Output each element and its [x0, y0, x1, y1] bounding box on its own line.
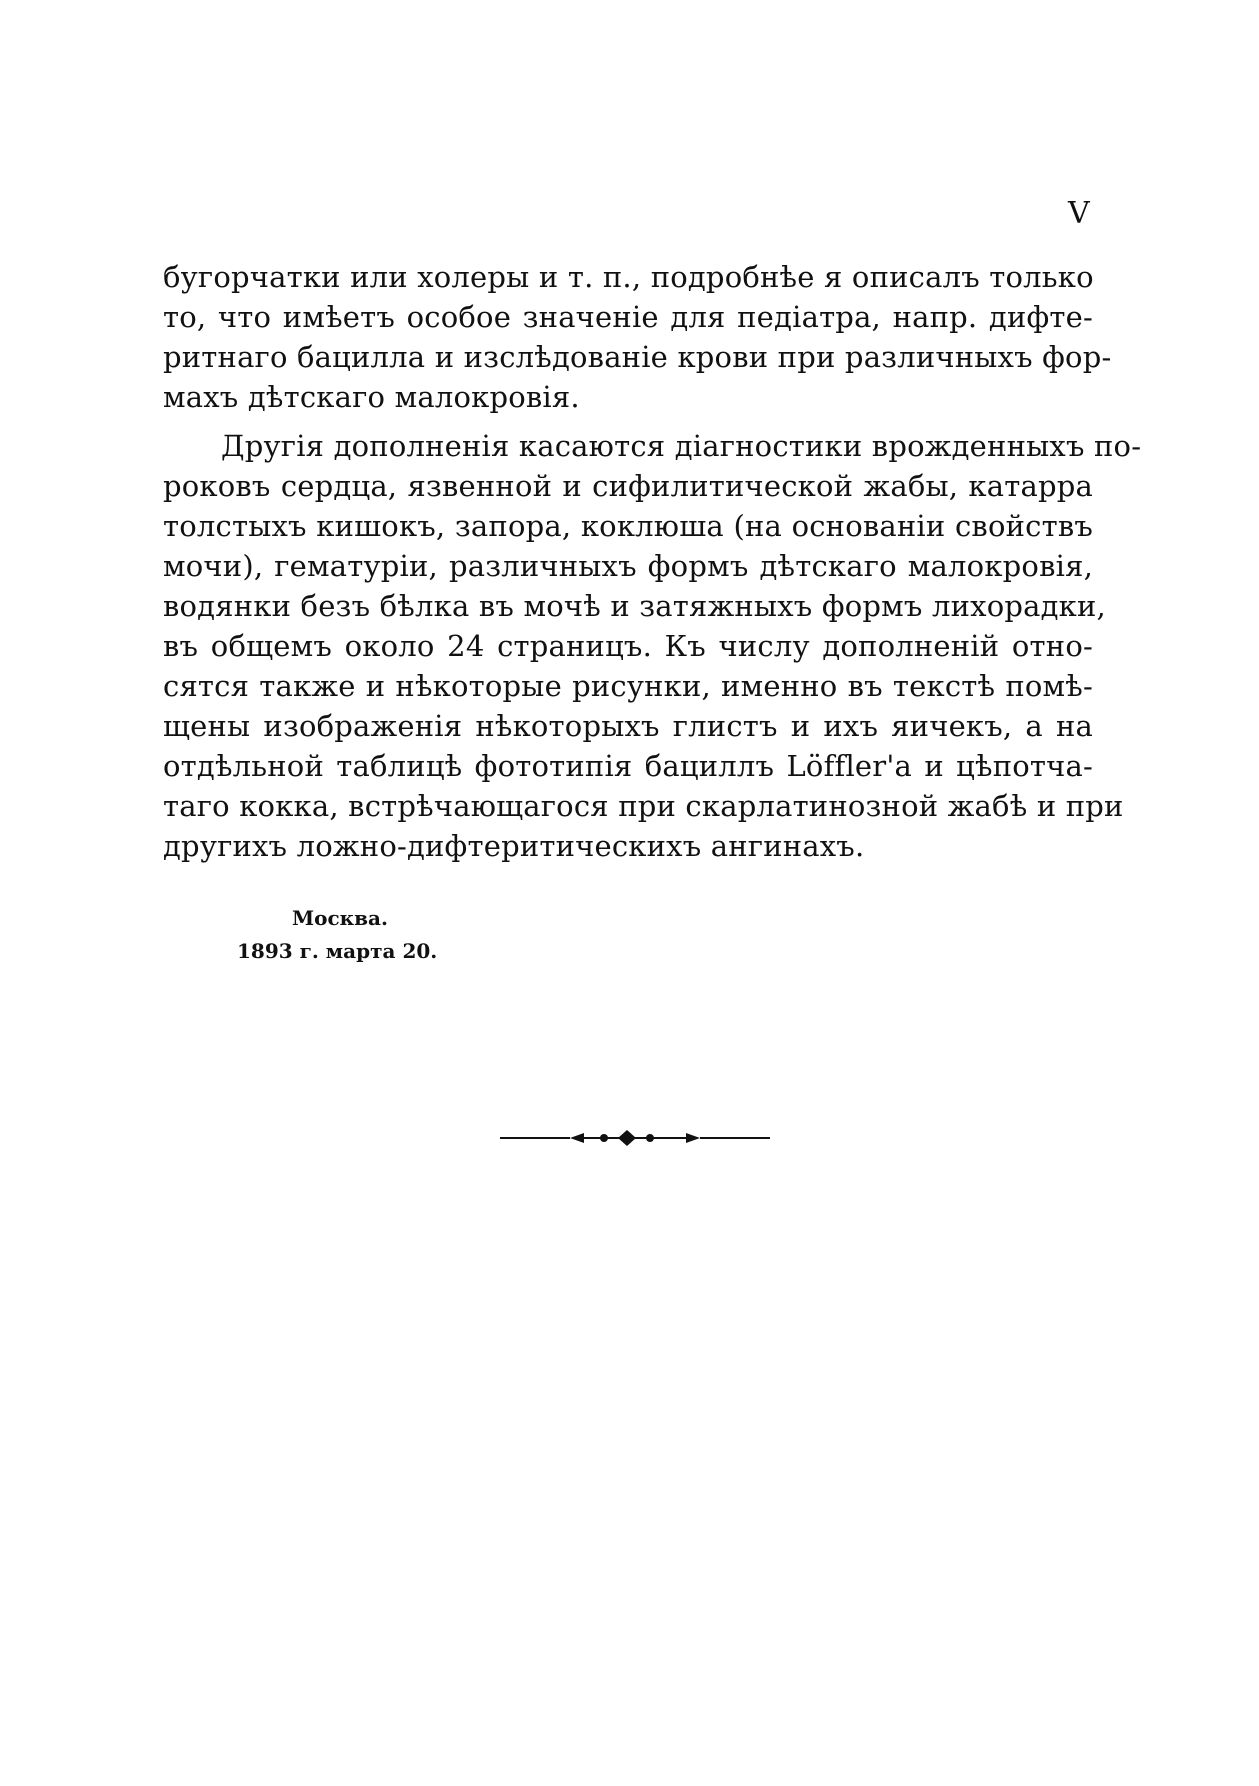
- paragraph-1: [163, 257, 1112, 417]
- paragraph-line: таго кокка, встрѣчающагося при скарлатинозной жабѣ и при: [163, 789, 1124, 823]
- paragraph-line: махъ дѣтскаго малокровія.: [163, 380, 580, 414]
- page-number: V: [1068, 196, 1090, 231]
- paragraph-line: другихъ ложно-дифтеритическихъ ангинахъ.: [163, 829, 865, 863]
- paragraph-line: то, что имѣетъ особое значеніе для педіатра, напр. дифте-: [163, 300, 1093, 334]
- paragraph-line: мочи), гематуріи, различныхъ формъ дѣтскаго малокровія,: [163, 549, 1093, 583]
- paragraph-line: въ общемъ около 24 страницъ. Къ числу дополненій отно-: [163, 629, 1093, 663]
- paragraph-line: сятся также и нѣкоторые рисунки, именно въ текстѣ помѣ-: [163, 669, 1093, 703]
- paragraph-2: [163, 426, 1142, 866]
- paragraph-line: щены изображенія нѣкоторыхъ глистъ и ихъ яичекъ, а на: [163, 709, 1093, 743]
- paragraph-line: Другія дополненія касаются діагностики врожденныхъ по-: [221, 429, 1142, 463]
- paragraph-line: бугорчатки или холеры и т. п., подробнѣе я описалъ только: [163, 260, 1094, 294]
- signature-place: Москва.: [292, 906, 388, 930]
- paragraph-line: водянки безъ бѣлка въ мочѣ и затяжныхъ формъ лихорадки,: [163, 589, 1106, 623]
- signature-date: 1893 г. марта 20.: [237, 939, 438, 963]
- fleuron-divider-icon: [500, 1126, 770, 1150]
- paragraph-line: толстыхъ кишокъ, запора, коклюша (на основаніи свойствъ: [163, 509, 1093, 543]
- paragraph-line: отдѣльной таблицѣ фототипія бациллъ Löffler'a и цѣпотча-: [163, 749, 1093, 783]
- paragraph-line: ритнаго бацилла и изслѣдованіе крови при различныхъ фор-: [163, 340, 1112, 374]
- paragraph-line: роковъ сердца, язвенной и сифилитической жабы, катарра: [163, 469, 1093, 503]
